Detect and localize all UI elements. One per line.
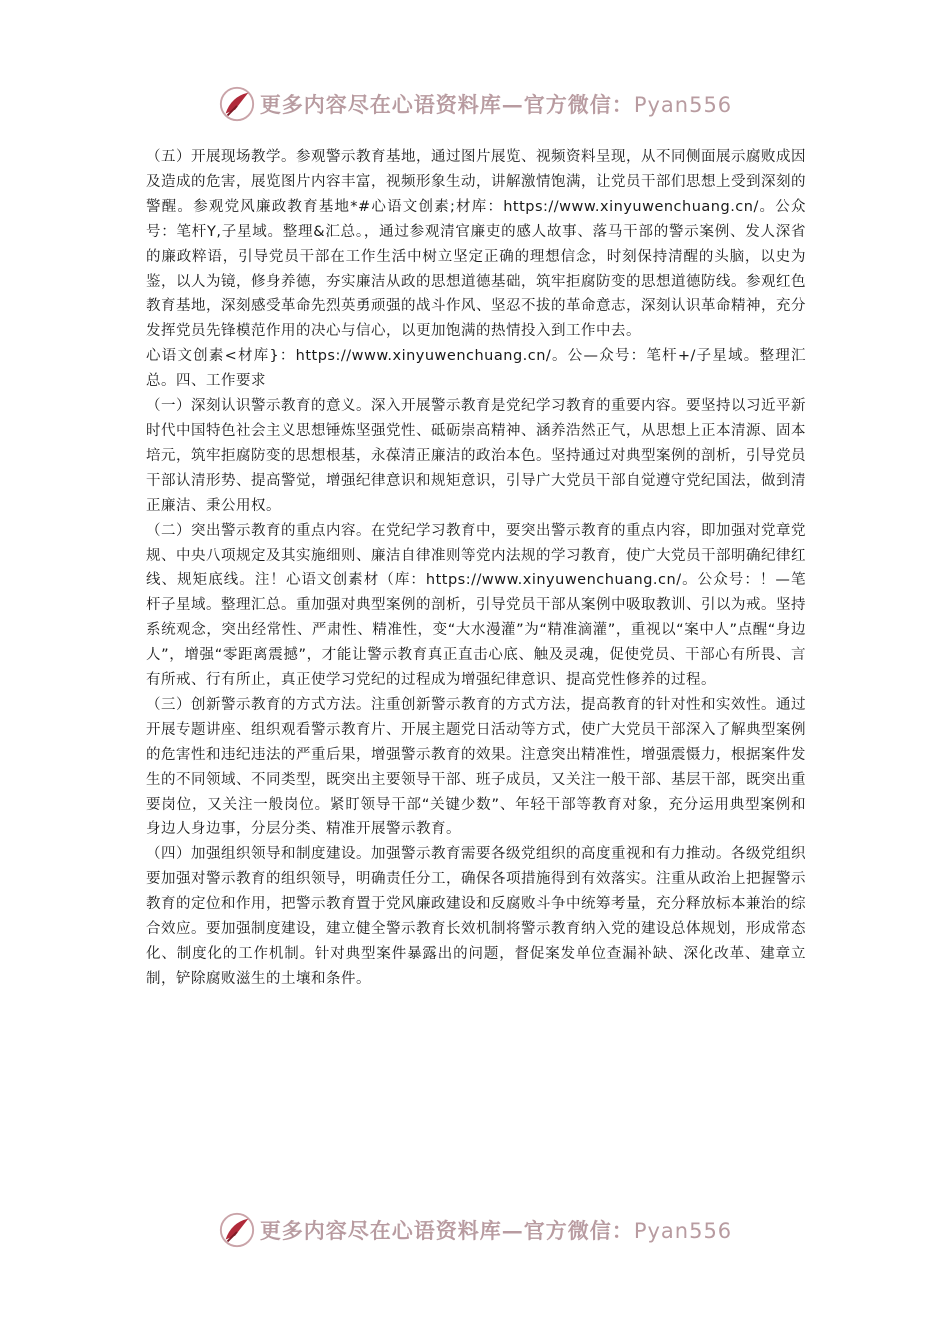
paragraph-requirement-4: （四）加强组织领导和制度建设。加强警示教育需要各级党组织的高度重视和有力推动。各级党组织要加强对警示教育的组织领导，明确责任分工，确保各项措施得到有效落实。注重从政治上把握警示教育的定位和作用，把警示教育置于党风廉政建设和反腐败斗争中统筹考量，充分释放标本兼治的综合效应。要加强制度建设，建立健全警示教育长效机制将警示教育纳入党的建设总体规划，形成常态化、制度化的工作机制。针对典型案件暴露出的问题，督促案发单位查漏补缺、深化改革、建章立制，铲除腐败滋生的土壤和条件。 [146,846,806,987]
document-body [146,145,806,992]
footer-wechat-id: Pyan556 [633,1219,733,1243]
paragraph-requirement-1: （一）深刻认识警示教育的意义。深入开展警示教育是党纪学习教育的重要内容。要坚持以习近平新时代中国特色社会主义思想锤炼坚强党性、砥砺崇高精神、涵养浩然正气，从思想上正本清源、固本培元，筑牢拒腐防变的思想根基，永葆清正廉洁的政治本色。坚持通过对典型案例的剖析，引导党员干部认清形势、提高警觉，增强纪律意识和规矩意识，引导广大党员干部自觉遵守党纪国法，做到清正廉洁、秉公用权。 [146,398,806,514]
header-banner-text: 更多内容尽在心语资料库—官方微信：Pyan556 [259,92,733,117]
paragraph-field-teaching: （五）开展现场教学。参观警示教育基地，通过图片展览、视频资料呈现，从不同侧面展示腐败成因及造成的危害，展览图片内容丰富，视频形象生动，讲解激情饱满，让党员干部们思想上受到深刻的警醒。参观党风廉政教育基地*#心语文创素;材库：https://www.xinyuwenchuang.cn/。公众号：笔杆Y,子星域。整理&汇总。，通过参观清官廉吏的感人故事、落马干部的警示案例、发人深省的廉政粹语，引导党员干部在工作生活中树立坚定正确的理想信念，时刻保持清醒的头脑，以史为鉴，以人为镜，修身养德，夯实廉洁从政的思想道德基础，筑牢拒腐防变的思想道德防线。参观红色教育基地，深刻感受革命先烈英勇顽强的战斗作风、坚忍不拔的革命意志，深刻认识革命精神，充分发挥党员先锋模范作用的决心与信心，以更加饱满的热情投入到工作中去。 [146,149,806,340]
paragraph-requirement-3: （三）创新警示教育的方式方法。注重创新警示教育的方式方法，提高教育的针对性和实效性。通过开展专题讲座、组织观看警示教育片、开展主题党日活动等方式，使广大党员干部深入了解典型案例的危害性和违纪违法的严重后果，增强警示教育的效果。注意突出精准性，增强震慑力，根据案件发生的不同领域、不同类型，既突出主要领导干部、班子成员，又关注一般干部、基层干部，既突出重要岗位，又关注一般岗位。紧盯领导干部“关键少数”、年轻干部等教育对象，充分运用典型案例和身边人身边事，分层分类、精准开展警示教育。 [146,696,806,838]
header-watermark-banner [0,84,950,124]
paragraph-requirement-2: （二）突出警示教育的重点内容。在党纪学习教育中，要突出警示教育的重点内容，即加强对党章党规、中央八项规定及其实施细则、廉洁自律准则等党内法规的学习教育，使广大党员干部明确纪律红线、规矩底线。注！心语文创素材（库：https://www.xinyuwenchuang.cn/。公众号：！—笔杆子星域。整理汇总。重加强对典型案例的剖析，引导党员干部从案例中吸取教训、引以为戒。坚持系统观念，突出经常性、严肃性、精准性，变“大水漫灌”为“精准滴灌”，重视以“案中人”点醒“身边人”，增强“零距离震撼”，才能让警示教育真正直击心底、触及灵魂，促使党员、干部心有所畏、言有所戒、行有所止，真正使学习党纪的过程成为增强纪律意识、提高党性修养的过程。 [146,522,806,689]
footer-watermark-banner [0,1210,950,1250]
header-wechat-id: Pyan556 [633,93,733,117]
pen-logo-icon [218,85,256,123]
pen-logo-icon [218,1211,256,1249]
paragraph-work-requirements-heading: 心语文创素<材库}：https://www.xinyuwenchuang.cn/。公—众号：笔杆+/子星域。整理汇总。四、工作要求 [146,348,806,390]
footer-banner-text: 更多内容尽在心语资料库—官方微信：Pyan556 [259,1218,733,1243]
